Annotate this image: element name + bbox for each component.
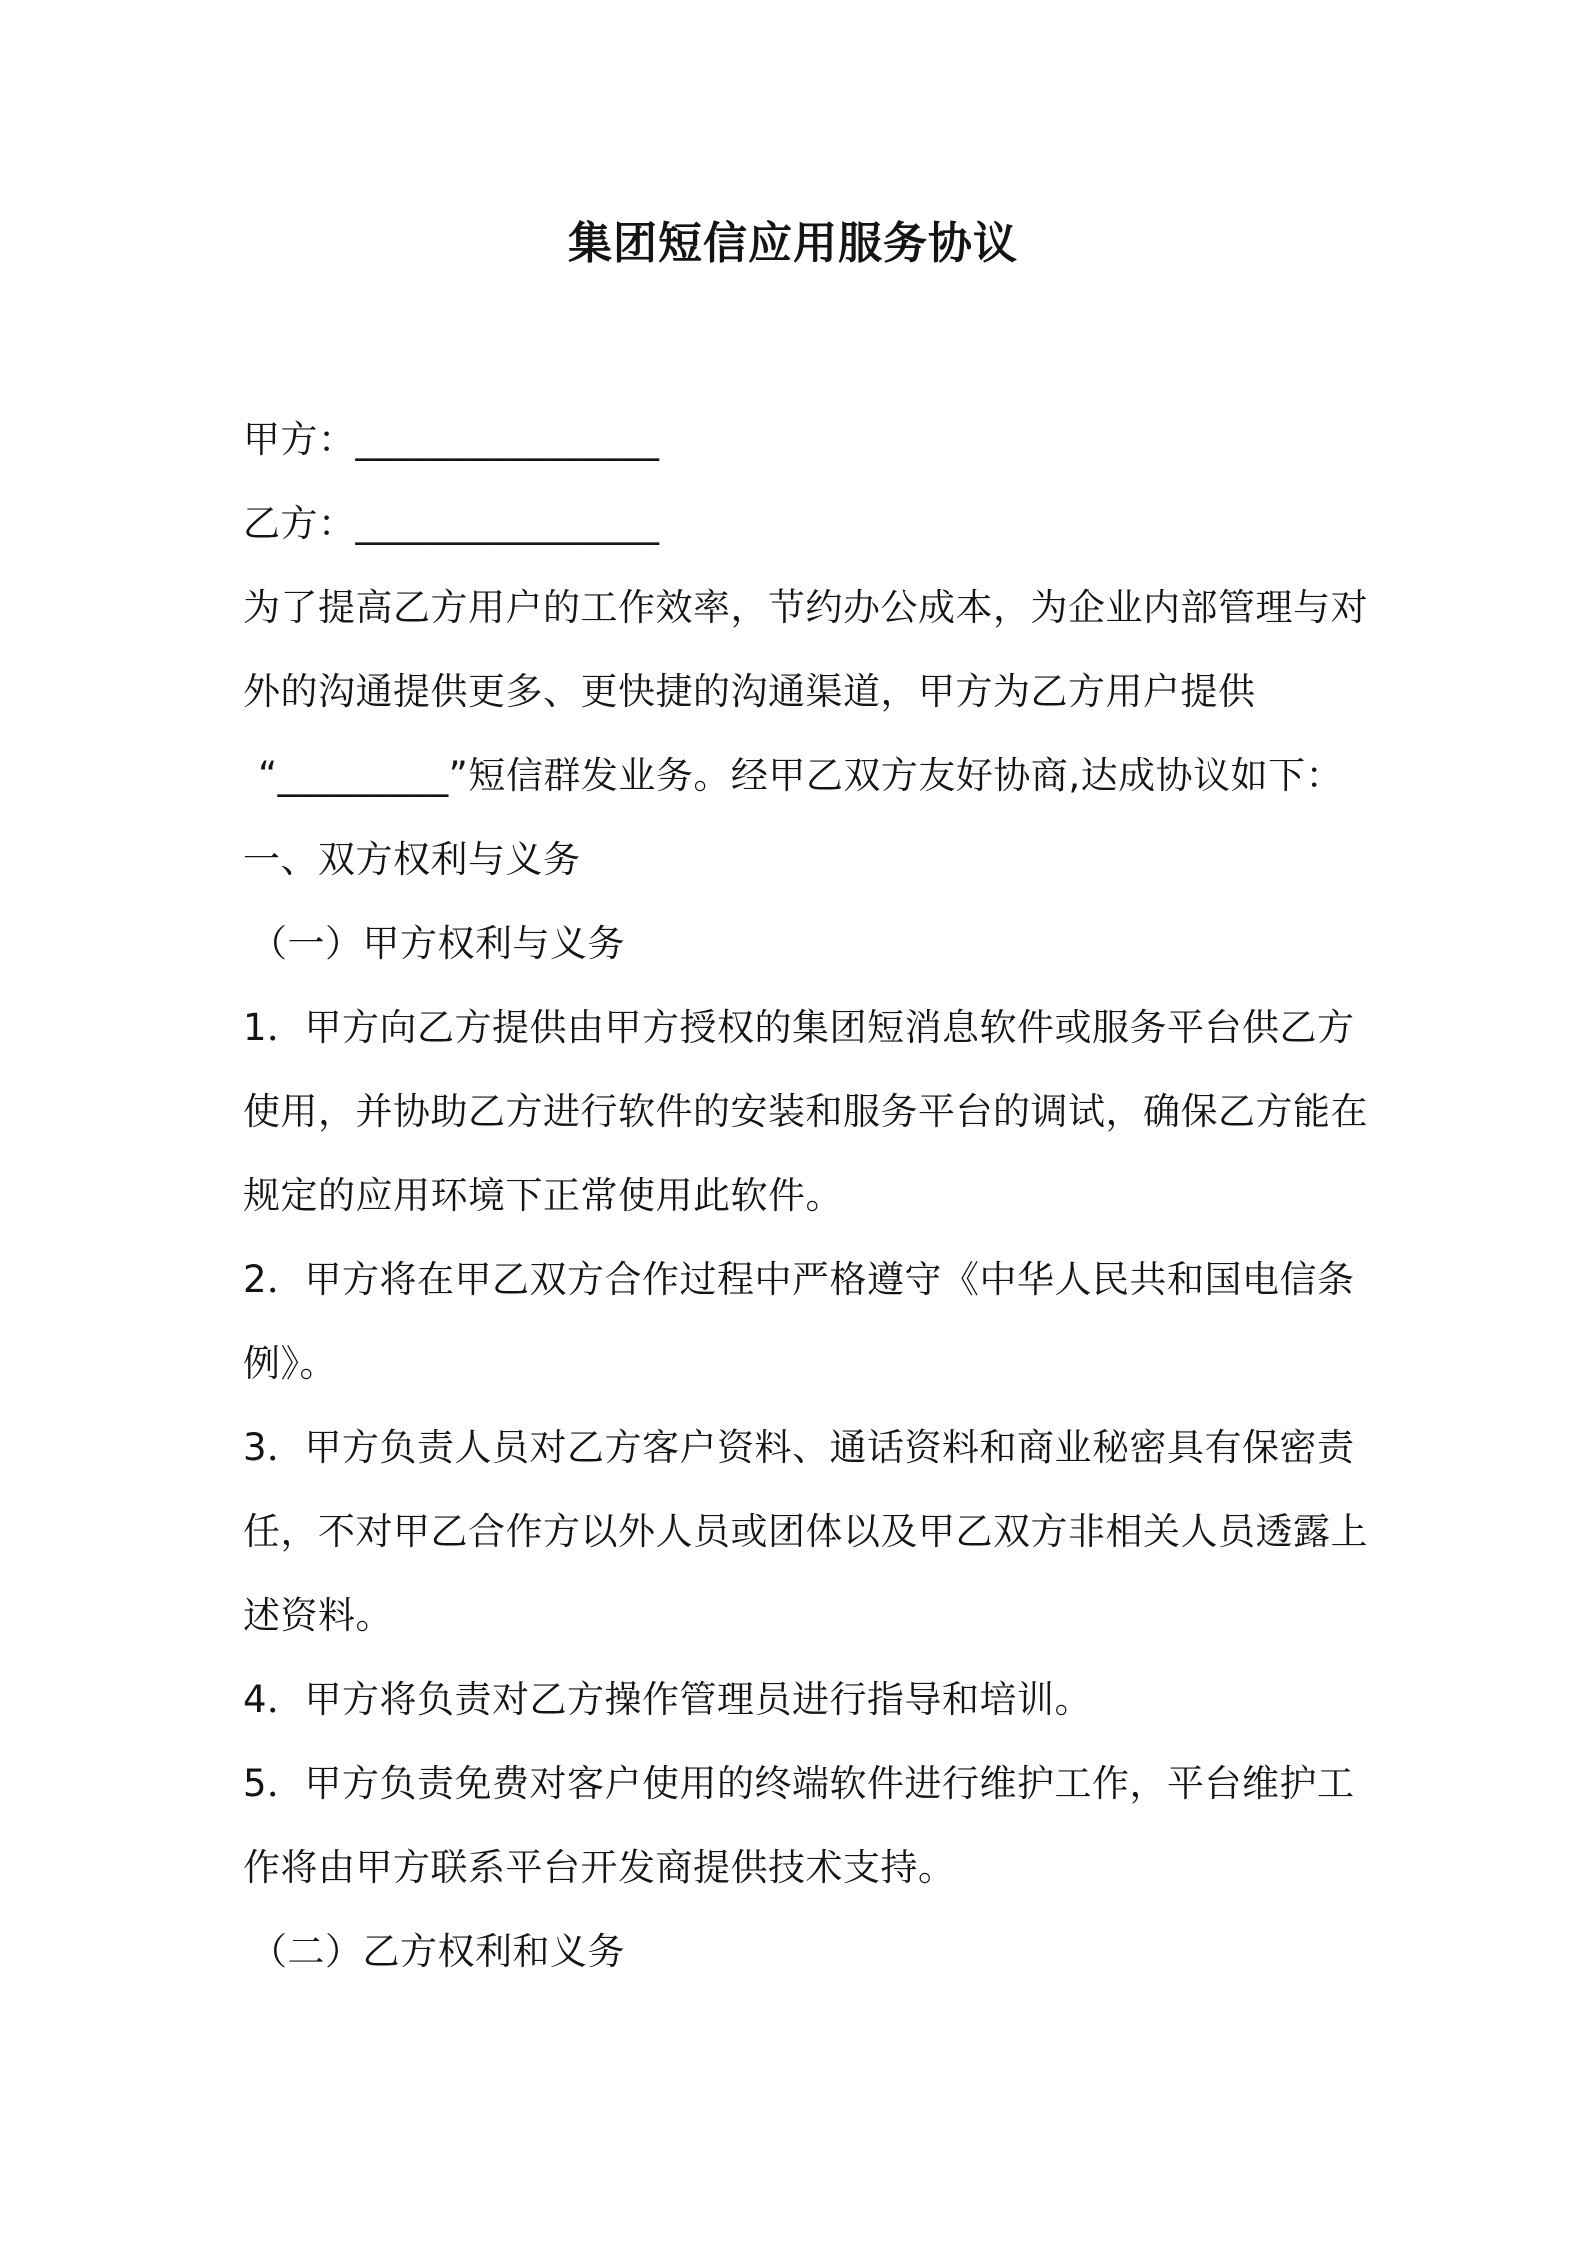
intro-line-1: 为了提高乙方用户的工作效率，节约办公成本，为企业内部管理与对 <box>243 586 1368 629</box>
clause-3-line-3: 述资料。 <box>243 1594 393 1637</box>
clause-3-line-2: 任，不对甲乙合作方以外人员或团体以及甲乙双方非相关人员透露上 <box>243 1510 1368 1553</box>
subsection-heading-a: （一）甲方权利与义务 <box>250 922 625 965</box>
subsection-heading-b: （二）乙方权利和义务 <box>250 1930 625 1973</box>
clause-1-line-1: 1．甲方向乙方提供由甲方授权的集团短消息软件或服务平台供乙方 <box>243 1006 1355 1049</box>
intro-line-3: “_________”短信群发业务。经甲乙双方友好协商,达成协议如下： <box>258 754 1344 797</box>
clause-3-line-1: 3．甲方负责人员对乙方客户资料、通话资料和商业秘密具有保密责 <box>243 1426 1355 1469</box>
clause-2-line-2: 例》。 <box>243 1342 337 1385</box>
intro-line-2: 外的沟通提供更多、更快捷的沟通渠道，甲方为乙方用户提供 <box>243 670 1256 713</box>
party-a-line: 甲方：________________ <box>243 418 660 461</box>
clause-2-line-1: 2．甲方将在甲乙双方合作过程中严格遵守《中华人民共和国电信条 <box>243 1258 1355 1301</box>
document-title: 集团短信应用服务协议 <box>568 218 1018 269</box>
section-heading-1: 一、双方权利与义务 <box>243 838 581 881</box>
clause-5-line-1: 5．甲方负责免费对客户使用的终端软件进行维护工作，平台维护工 <box>243 1762 1355 1805</box>
clause-1-line-3: 规定的应用环境下正常使用此软件。 <box>243 1174 843 1217</box>
party-b-line: 乙方：________________ <box>243 502 660 545</box>
clause-5-line-2: 作将由甲方联系平台开发商提供技术支持。 <box>243 1846 956 1889</box>
clause-4-line-1: 4．甲方将负责对乙方操作管理员进行指导和培训。 <box>243 1678 1093 1721</box>
clause-1-line-2: 使用，并协助乙方进行软件的安装和服务平台的调试，确保乙方能在 <box>243 1090 1368 1133</box>
